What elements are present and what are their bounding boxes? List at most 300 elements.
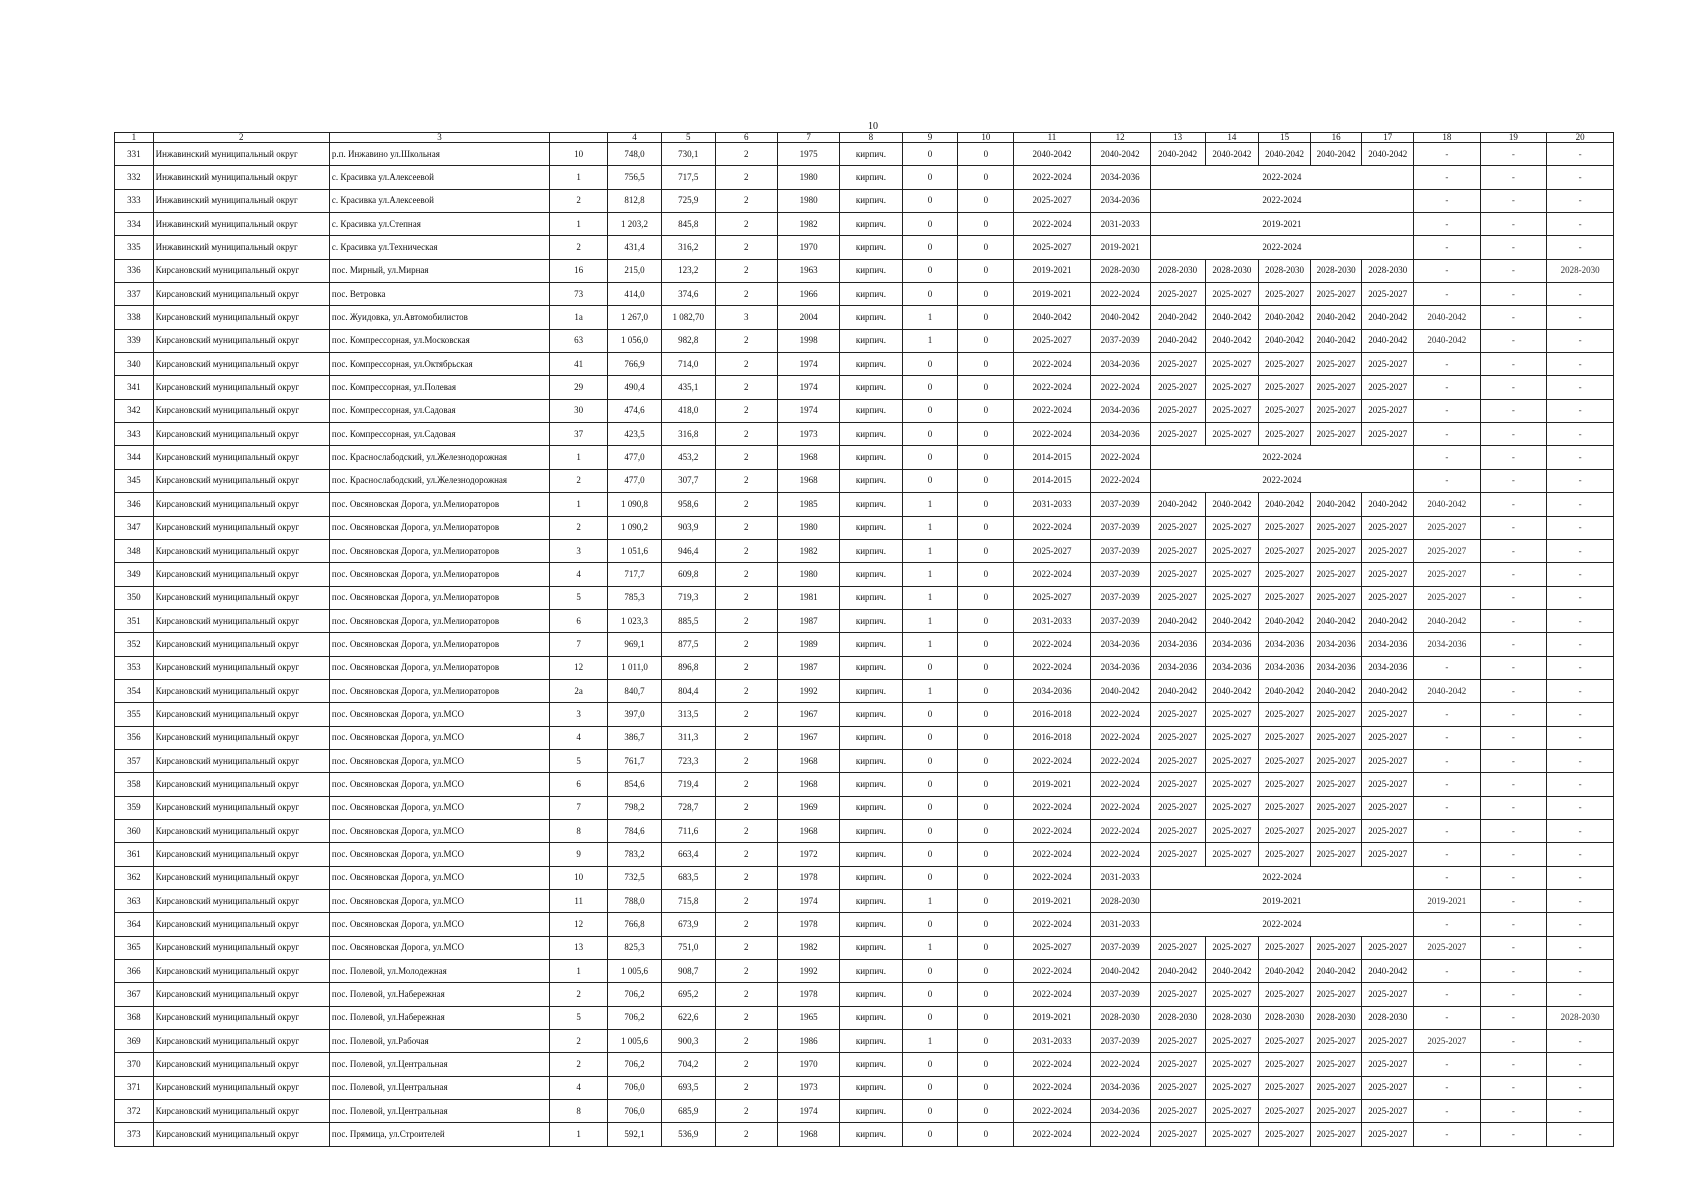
cell-c19: - [1480, 493, 1547, 516]
cell-c19: - [1480, 773, 1547, 796]
table-row [115, 166, 1614, 189]
cell-c6: 2 [715, 516, 777, 539]
cell-c17: 2025-2027 [1362, 563, 1414, 586]
cell-c13: 2025-2027 [1150, 423, 1205, 446]
row-number-cell: 362 [115, 866, 154, 889]
cell-c6: 2 [715, 936, 777, 959]
cell-c4: 1 203,2 [608, 213, 662, 236]
cell-c15: 2040-2042 [1259, 960, 1311, 983]
cell-c14: 2025-2027 [1205, 1053, 1259, 1076]
table-row [115, 283, 1614, 306]
district-cell: Кирсановский муниципальный округ [153, 563, 329, 586]
cell-c5: 609,8 [661, 563, 715, 586]
cell-c14: 2025-2027 [1205, 423, 1259, 446]
cell-c5: 313,5 [661, 703, 715, 726]
cell-c10: 0 [958, 236, 1014, 259]
cell-c19: - [1480, 1006, 1547, 1029]
table-row [115, 819, 1614, 842]
district-cell: Кирсановский муниципальный округ [153, 960, 329, 983]
address-cell: пос. Овсяновская Дорога, ул.МСО [329, 866, 549, 889]
cell-c6: 2 [715, 866, 777, 889]
cell-c9: 0 [902, 1100, 958, 1123]
cell-c9: 0 [902, 423, 958, 446]
address-cell: пос. Овсяновская Дорога, ул.МСО [329, 936, 549, 959]
row-number-cell: 340 [115, 353, 154, 376]
cell-c19: - [1480, 913, 1547, 936]
cell-c12: 2022-2024 [1090, 843, 1150, 866]
cell-c11: 2022-2024 [1014, 633, 1090, 656]
column-number-header: 12 [1090, 133, 1150, 143]
house-number-cell: 2 [550, 516, 608, 539]
cell-c14: 2025-2027 [1205, 773, 1259, 796]
merged-period-cell: 2022-2024 [1150, 189, 1413, 212]
cell-c4: 812,8 [608, 189, 662, 212]
cell-c17: 2028-2030 [1362, 1006, 1414, 1029]
cell-c16: 2025-2027 [1310, 539, 1362, 562]
cell-c5: 845,8 [661, 213, 715, 236]
table-row [115, 236, 1614, 259]
cell-c9: 0 [902, 1053, 958, 1076]
cell-c7: 1974 [777, 353, 839, 376]
cell-c15: 2025-2027 [1259, 726, 1311, 749]
cell-c4: 1 051,6 [608, 539, 662, 562]
cell-c4: 414,0 [608, 283, 662, 306]
cell-c20: - [1547, 936, 1614, 959]
cell-c15: 2025-2027 [1259, 516, 1311, 539]
cell-c18: - [1414, 259, 1481, 282]
cell-c4: 840,7 [608, 679, 662, 702]
cell-c10: 0 [958, 633, 1014, 656]
district-cell: Кирсановский муниципальный округ [153, 983, 329, 1006]
district-cell: Кирсановский муниципальный округ [153, 609, 329, 632]
cell-c6: 2 [715, 259, 777, 282]
cell-c11: 2040-2042 [1014, 306, 1090, 329]
cell-c5: 728,7 [661, 796, 715, 819]
row-number-cell: 363 [115, 890, 154, 913]
cell-c14: 2025-2027 [1205, 819, 1259, 842]
cell-c11: 2022-2024 [1014, 796, 1090, 819]
cell-c10: 0 [958, 609, 1014, 632]
address-cell: пос. Прямица, ул.Строителей [329, 1123, 549, 1146]
cell-c4: 397,0 [608, 703, 662, 726]
cell-c8: кирпич. [840, 936, 902, 959]
cell-c5: 982,8 [661, 329, 715, 352]
district-cell: Кирсановский муниципальный округ [153, 890, 329, 913]
cell-c5: 719,4 [661, 773, 715, 796]
cell-c5: 1 082,70 [661, 306, 715, 329]
table-row [115, 539, 1614, 562]
address-cell: пос. Полевой, ул.Молодежная [329, 960, 549, 983]
cell-c12: 2037-2039 [1090, 493, 1150, 516]
cell-c9: 1 [902, 329, 958, 352]
cell-c11: 2019-2021 [1014, 890, 1090, 913]
cell-c4: 215,0 [608, 259, 662, 282]
table-row [115, 259, 1614, 282]
cell-c12: 2022-2024 [1090, 726, 1150, 749]
cell-c11: 2022-2024 [1014, 399, 1090, 422]
cell-c4: 1 005,6 [608, 1030, 662, 1053]
cell-c7: 1967 [777, 726, 839, 749]
cell-c9: 1 [902, 609, 958, 632]
cell-c10: 0 [958, 819, 1014, 842]
cell-c7: 1980 [777, 516, 839, 539]
cell-c6: 2 [715, 563, 777, 586]
cell-c12: 2037-2039 [1090, 539, 1150, 562]
cell-c20: - [1547, 609, 1614, 632]
cell-c8: кирпич. [840, 143, 902, 166]
district-cell: Кирсановский муниципальный округ [153, 913, 329, 936]
table-row [115, 1123, 1614, 1146]
row-number-cell: 359 [115, 796, 154, 819]
cell-c20: 2028-2030 [1547, 259, 1614, 282]
cell-c13: 2025-2027 [1150, 843, 1205, 866]
cell-c10: 0 [958, 1123, 1014, 1146]
cell-c20: - [1547, 726, 1614, 749]
cell-c19: - [1480, 259, 1547, 282]
cell-c10: 0 [958, 679, 1014, 702]
table-row [115, 586, 1614, 609]
cell-c9: 0 [902, 866, 958, 889]
house-number-cell: 1 [550, 493, 608, 516]
cell-c15: 2028-2030 [1259, 259, 1311, 282]
cell-c7: 1968 [777, 446, 839, 469]
cell-c20: - [1547, 283, 1614, 306]
cell-c8: кирпич. [840, 329, 902, 352]
cell-c14: 2025-2027 [1205, 936, 1259, 959]
cell-c19: - [1480, 143, 1547, 166]
cell-c12: 2022-2024 [1090, 283, 1150, 306]
cell-c15: 2025-2027 [1259, 283, 1311, 306]
cell-c9: 0 [902, 399, 958, 422]
cell-c10: 0 [958, 259, 1014, 282]
cell-c16: 2025-2027 [1310, 1076, 1362, 1099]
cell-c20: - [1547, 1100, 1614, 1123]
house-number-cell: 37 [550, 423, 608, 446]
cell-c11: 2025-2027 [1014, 236, 1090, 259]
house-number-cell: 7 [550, 796, 608, 819]
cell-c10: 0 [958, 866, 1014, 889]
cell-c17: 2025-2027 [1362, 353, 1414, 376]
cell-c4: 706,2 [608, 1053, 662, 1076]
cell-c14: 2025-2027 [1205, 726, 1259, 749]
cell-c11: 2019-2021 [1014, 283, 1090, 306]
district-cell: Кирсановский муниципальный округ [153, 703, 329, 726]
cell-c8: кирпич. [840, 633, 902, 656]
cell-c5: 804,4 [661, 679, 715, 702]
cell-c7: 1992 [777, 679, 839, 702]
cell-c9: 0 [902, 726, 958, 749]
cell-c14: 2025-2027 [1205, 796, 1259, 819]
cell-c4: 706,0 [608, 1076, 662, 1099]
district-cell: Кирсановский муниципальный округ [153, 423, 329, 446]
house-number-cell: 30 [550, 399, 608, 422]
row-number-cell: 345 [115, 469, 154, 492]
address-cell: пос. Овсяновская Дорога, ул.Мелиораторов [329, 586, 549, 609]
cell-c5: 622,6 [661, 1006, 715, 1029]
cell-c10: 0 [958, 469, 1014, 492]
cell-c11: 2022-2024 [1014, 1076, 1090, 1099]
column-number-header: 16 [1310, 133, 1362, 143]
row-number-cell: 371 [115, 1076, 154, 1099]
cell-c19: - [1480, 983, 1547, 1006]
column-number-header: 14 [1205, 133, 1259, 143]
cell-c7: 1981 [777, 586, 839, 609]
cell-c19: - [1480, 703, 1547, 726]
cell-c7: 1970 [777, 1053, 839, 1076]
cell-c7: 1966 [777, 283, 839, 306]
cell-c8: кирпич. [840, 539, 902, 562]
cell-c4: 748,0 [608, 143, 662, 166]
cell-c15: 2025-2027 [1259, 773, 1311, 796]
cell-c17: 2025-2027 [1362, 283, 1414, 306]
cell-c13: 2025-2027 [1150, 1100, 1205, 1123]
table-row [115, 983, 1614, 1006]
cell-c16: 2040-2042 [1310, 960, 1362, 983]
cell-c15: 2025-2027 [1259, 1123, 1311, 1146]
district-cell: Кирсановский муниципальный округ [153, 283, 329, 306]
cell-c16: 2040-2042 [1310, 306, 1362, 329]
cell-c17: 2025-2027 [1362, 1030, 1414, 1053]
cell-c13: 2025-2027 [1150, 1123, 1205, 1146]
cell-c18: 2019-2021 [1414, 890, 1481, 913]
cell-c5: 711,6 [661, 819, 715, 842]
district-cell: Кирсановский муниципальный округ [153, 516, 329, 539]
cell-c11: 2022-2024 [1014, 1123, 1090, 1146]
column-number-header: 6 [715, 133, 777, 143]
cell-c13: 2034-2036 [1150, 656, 1205, 679]
cell-c15: 2028-2030 [1259, 1006, 1311, 1029]
cell-c19: - [1480, 423, 1547, 446]
cell-c7: 1974 [777, 376, 839, 399]
cell-c7: 1982 [777, 213, 839, 236]
cell-c6: 2 [715, 609, 777, 632]
column-number-header: 11 [1014, 133, 1090, 143]
house-number-cell: 4 [550, 563, 608, 586]
cell-c9: 1 [902, 563, 958, 586]
cell-c12: 2037-2039 [1090, 563, 1150, 586]
cell-c18: - [1414, 376, 1481, 399]
cell-c18: - [1414, 960, 1481, 983]
row-number-cell: 355 [115, 703, 154, 726]
cell-c15: 2025-2027 [1259, 843, 1311, 866]
cell-c12: 2034-2036 [1090, 166, 1150, 189]
table-row [115, 493, 1614, 516]
cell-c15: 2025-2027 [1259, 983, 1311, 1006]
cell-c7: 1965 [777, 1006, 839, 1029]
cell-c12: 2037-2039 [1090, 516, 1150, 539]
cell-c14: 2025-2027 [1205, 749, 1259, 772]
cell-c8: кирпич. [840, 259, 902, 282]
cell-c4: 1 023,3 [608, 609, 662, 632]
house-number-cell: 7 [550, 633, 608, 656]
district-cell: Кирсановский муниципальный округ [153, 796, 329, 819]
cell-c5: 307,7 [661, 469, 715, 492]
cell-c11: 2022-2024 [1014, 749, 1090, 772]
cell-c15: 2025-2027 [1259, 796, 1311, 819]
cell-c11: 2022-2024 [1014, 376, 1090, 399]
cell-c7: 1978 [777, 913, 839, 936]
cell-c20: - [1547, 819, 1614, 842]
cell-c19: - [1480, 283, 1547, 306]
cell-c18: - [1414, 1100, 1481, 1123]
cell-c16: 2025-2027 [1310, 516, 1362, 539]
house-number-cell: 8 [550, 1100, 608, 1123]
house-number-cell: 10 [550, 143, 608, 166]
address-cell: пос. Овсяновская Дорога, ул.Мелиораторов [329, 563, 549, 586]
house-number-cell: 12 [550, 913, 608, 936]
cell-c16: 2028-2030 [1310, 1006, 1362, 1029]
cell-c19: - [1480, 656, 1547, 679]
cell-c13: 2025-2027 [1150, 726, 1205, 749]
cell-c14: 2040-2042 [1205, 329, 1259, 352]
cell-c7: 1980 [777, 166, 839, 189]
address-cell: пос. Полевой, ул.Центральная [329, 1100, 549, 1123]
cell-c11: 2016-2018 [1014, 726, 1090, 749]
cell-c11: 2022-2024 [1014, 516, 1090, 539]
cell-c18: - [1414, 749, 1481, 772]
cell-c14: 2040-2042 [1205, 679, 1259, 702]
cell-c7: 1978 [777, 866, 839, 889]
cell-c14: 2040-2042 [1205, 143, 1259, 166]
cell-c18: - [1414, 796, 1481, 819]
cell-c10: 0 [958, 1006, 1014, 1029]
cell-c16: 2025-2027 [1310, 749, 1362, 772]
address-cell: пос. Овсяновская Дорога, ул.Мелиораторов [329, 493, 549, 516]
cell-c9: 0 [902, 143, 958, 166]
cell-c7: 1978 [777, 983, 839, 1006]
cell-c19: - [1480, 329, 1547, 352]
cell-c19: - [1480, 679, 1547, 702]
cell-c13: 2025-2027 [1150, 819, 1205, 842]
cell-c10: 0 [958, 493, 1014, 516]
cell-c4: 825,3 [608, 936, 662, 959]
cell-c12: 2022-2024 [1090, 819, 1150, 842]
cell-c19: - [1480, 936, 1547, 959]
cell-c16: 2025-2027 [1310, 983, 1362, 1006]
cell-c11: 2025-2027 [1014, 936, 1090, 959]
address-cell: пос. Полевой, ул.Центральная [329, 1053, 549, 1076]
cell-c10: 0 [958, 1053, 1014, 1076]
merged-period-cell: 2022-2024 [1150, 866, 1413, 889]
row-number-cell: 331 [115, 143, 154, 166]
cell-c19: - [1480, 516, 1547, 539]
cell-c18: - [1414, 143, 1481, 166]
cell-c14: 2025-2027 [1205, 1076, 1259, 1099]
address-cell: пос. Овсяновская Дорога, ул.Мелиораторов [329, 609, 549, 632]
cell-c5: 695,2 [661, 983, 715, 1006]
cell-c20: - [1547, 586, 1614, 609]
cell-c20: - [1547, 166, 1614, 189]
cell-c4: 431,4 [608, 236, 662, 259]
cell-c12: 2022-2024 [1090, 773, 1150, 796]
cell-c9: 0 [902, 353, 958, 376]
column-number-header: 1 [115, 133, 154, 143]
cell-c19: - [1480, 539, 1547, 562]
cell-c15: 2040-2042 [1259, 329, 1311, 352]
cell-c9: 0 [902, 1123, 958, 1146]
cell-c17: 2040-2042 [1362, 329, 1414, 352]
cell-c8: кирпич. [840, 960, 902, 983]
cell-c20: - [1547, 913, 1614, 936]
district-cell: Кирсановский муниципальный округ [153, 1030, 329, 1053]
address-cell: пос. Овсяновская Дорога, ул.МСО [329, 913, 549, 936]
cell-c11: 2022-2024 [1014, 563, 1090, 586]
cell-c12: 2022-2024 [1090, 376, 1150, 399]
column-number-header: 17 [1362, 133, 1414, 143]
cell-c8: кирпич. [840, 586, 902, 609]
cell-c13: 2025-2027 [1150, 516, 1205, 539]
cell-c13: 2025-2027 [1150, 936, 1205, 959]
cell-c13: 2025-2027 [1150, 773, 1205, 796]
table-row [115, 516, 1614, 539]
cell-c9: 1 [902, 586, 958, 609]
cell-c16: 2025-2027 [1310, 586, 1362, 609]
cell-c9: 0 [902, 819, 958, 842]
table-row [115, 679, 1614, 702]
district-cell: Кирсановский муниципальный округ [153, 586, 329, 609]
cell-c19: - [1480, 890, 1547, 913]
cell-c8: кирпич. [840, 773, 902, 796]
cell-c13: 2025-2027 [1150, 399, 1205, 422]
row-number-cell: 342 [115, 399, 154, 422]
table-row [115, 726, 1614, 749]
cell-c15: 2025-2027 [1259, 376, 1311, 399]
cell-c12: 2034-2036 [1090, 423, 1150, 446]
house-number-cell: 73 [550, 283, 608, 306]
column-number-header: 2 [153, 133, 329, 143]
page-number: 10 [868, 121, 878, 132]
cell-c15: 2040-2042 [1259, 609, 1311, 632]
cell-c4: 1 005,6 [608, 960, 662, 983]
cell-c18: - [1414, 913, 1481, 936]
cell-c6: 2 [715, 819, 777, 842]
cell-c13: 2028-2030 [1150, 259, 1205, 282]
cell-c6: 2 [715, 1100, 777, 1123]
house-number-cell: 2 [550, 236, 608, 259]
cell-c20: - [1547, 143, 1614, 166]
cell-c18: 2040-2042 [1414, 493, 1481, 516]
cell-c7: 1974 [777, 890, 839, 913]
cell-c7: 1987 [777, 656, 839, 679]
cell-c20: - [1547, 796, 1614, 819]
cell-c20: - [1547, 516, 1614, 539]
cell-c14: 2025-2027 [1205, 843, 1259, 866]
cell-c20: - [1547, 679, 1614, 702]
address-cell: пос. Овсяновская Дорога, ул.Мелиораторов [329, 633, 549, 656]
cell-c8: кирпич. [840, 353, 902, 376]
address-cell: пос. Полевой, ул.Набережная [329, 1006, 549, 1029]
row-number-cell: 344 [115, 446, 154, 469]
district-cell: Кирсановский муниципальный округ [153, 936, 329, 959]
cell-c11: 2014-2015 [1014, 469, 1090, 492]
cell-c13: 2025-2027 [1150, 749, 1205, 772]
cell-c13: 2040-2042 [1150, 143, 1205, 166]
cell-c18: - [1414, 656, 1481, 679]
address-cell: пос. Овсяновская Дорога, ул.Мелиораторов [329, 656, 549, 679]
cell-c6: 2 [715, 703, 777, 726]
cell-c5: 725,9 [661, 189, 715, 212]
table-row [115, 399, 1614, 422]
cell-c20: - [1547, 493, 1614, 516]
cell-c16: 2025-2027 [1310, 1053, 1362, 1076]
cell-c5: 316,2 [661, 236, 715, 259]
cell-c9: 1 [902, 890, 958, 913]
cell-c20: - [1547, 236, 1614, 259]
cell-c6: 2 [715, 656, 777, 679]
cell-c10: 0 [958, 539, 1014, 562]
address-cell: пос. Овсяновская Дорога, ул.МСО [329, 843, 549, 866]
cell-c18: - [1414, 726, 1481, 749]
